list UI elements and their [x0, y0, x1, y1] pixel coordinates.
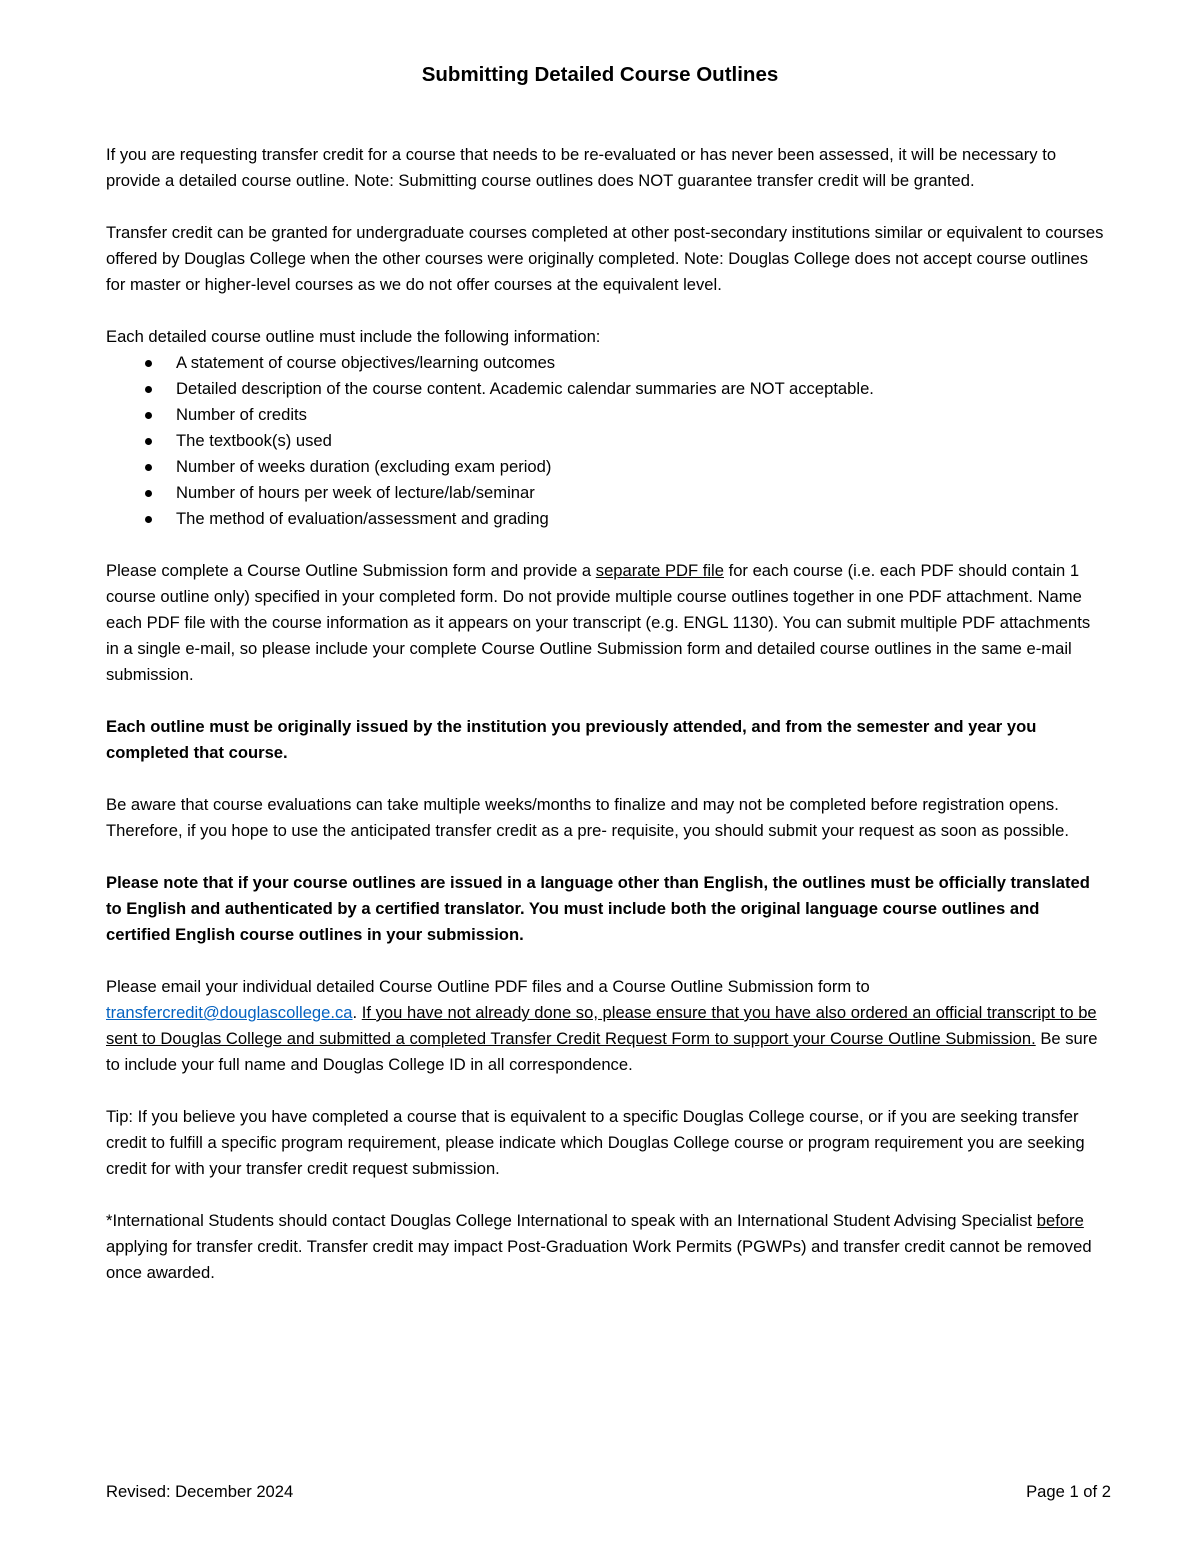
submission-paragraph	[106, 558, 1106, 688]
list-item: Detailed description of the course content. Academic calendar summaries are NOT acceptable.	[106, 376, 1106, 402]
revised-date: Revised: December 2024	[106, 1482, 294, 1501]
list-item: A statement of course objectives/learning outcomes	[106, 350, 1106, 376]
before-emphasis: before	[1036, 1211, 1084, 1230]
international-paragraph	[106, 1208, 1106, 1286]
submission-text-after: for each course (i.e. each PDF should contain 1 course outline only) specified in your completed form. Do not provide multiple course outlines together in one PDF attachment. Name each PDF file with the course information as it appears on your transcript (e.g. ENGL 1130). You can submit multiple PDF attachments in a single e-mail, so please include your complete Course Outline Submission form and detailed course outlines in the same e-mail submission.	[106, 561, 1091, 684]
submission-text-before: Please complete a Course Outline Submission form and provide a	[106, 561, 596, 580]
timing-paragraph: Be aware that course evaluations can take multiple weeks/months to finalize and may not be completed before registration opens. Therefore, if you hope to use the anticipated transfer credit as a pre- requisite, you should submit your request as soon as possible.	[106, 795, 1069, 840]
page-number: Page 1 of 2	[1026, 1482, 1111, 1501]
international-text-before: *International Students should contact Douglas College International to speak with an International Student Advising Specialist	[106, 1211, 1037, 1230]
list-item: Number of hours per week of lecture/lab/seminar	[106, 480, 1106, 506]
document-title: Submitting Detailed Course Outlines	[421, 63, 779, 86]
transcript-reminder: If you have not already done so, please ensure that you have also ordered an official transcript to be sent to Douglas College and submitted a completed Transfer Credit Request Form to support your Course Outline Submission.	[106, 1003, 1097, 1048]
email-paragraph	[106, 974, 1106, 1078]
email-text-punctuation: .	[352, 1003, 362, 1022]
translation-notice: Please note that if your course outlines are issued in a language other than English, the outlines must be officially translated to English and authenticated by a certified translator. You must include both the original language course outlines and certified English course outlines in your submission.	[106, 873, 1090, 944]
list-item: The method of evaluation/assessment and grading	[106, 506, 1106, 532]
separate-pdf-emphasis: separate PDF file	[595, 561, 724, 580]
email-text-before: Please email your individual detailed Course Outline PDF files and a Course Outline Submission form to	[106, 977, 870, 996]
list-item: Number of credits	[106, 402, 1106, 428]
list-item: Number of weeks duration (excluding exam period)	[106, 454, 1106, 480]
list-item: The textbook(s) used	[106, 428, 1106, 454]
email-text-after: Be sure to include your full name and Douglas College ID in all correspondence.	[106, 1029, 1098, 1074]
requirements-intro: Each detailed course outline must include the following information:	[106, 327, 601, 346]
requirements-list	[106, 350, 1106, 532]
international-text-after: applying for transfer credit. Transfer credit may impact Post-Graduation Work Permits (PGWPs) and transfer credit cannot be removed once awarded.	[106, 1237, 1092, 1282]
original-issue-notice: Each outline must be originally issued by the institution you previously attended, and from the semester and year you completed that course.	[106, 717, 1037, 762]
tip-paragraph: Tip: If you believe you have completed a course that is equivalent to a specific Douglas College course, or if you are seeking transfer credit to fulfill a specific program requirement, please indicate which Douglas College course or program requirement you are seeking credit for with your transfer credit request submission.	[106, 1107, 1085, 1178]
intro-paragraph: If you are requesting transfer credit for a course that needs to be re-evaluated or has never been assessed, it will be necessary to provide a detailed course outline. Note: Submitting course outlines does NOT guarantee transfer credit will be granted.	[106, 145, 1057, 190]
document-body	[106, 142, 1106, 1312]
email-link[interactable]: transfercredit@douglascollege.ca	[106, 1003, 353, 1022]
transfer-credit-paragraph: Transfer credit can be granted for undergraduate courses completed at other post-secondary institutions similar or equivalent to courses offered by Douglas College when the other courses were originally completed. Note: Douglas College does not accept course outlines for master or higher-level courses as we do not offer courses at the equivalent level.	[106, 223, 1104, 294]
